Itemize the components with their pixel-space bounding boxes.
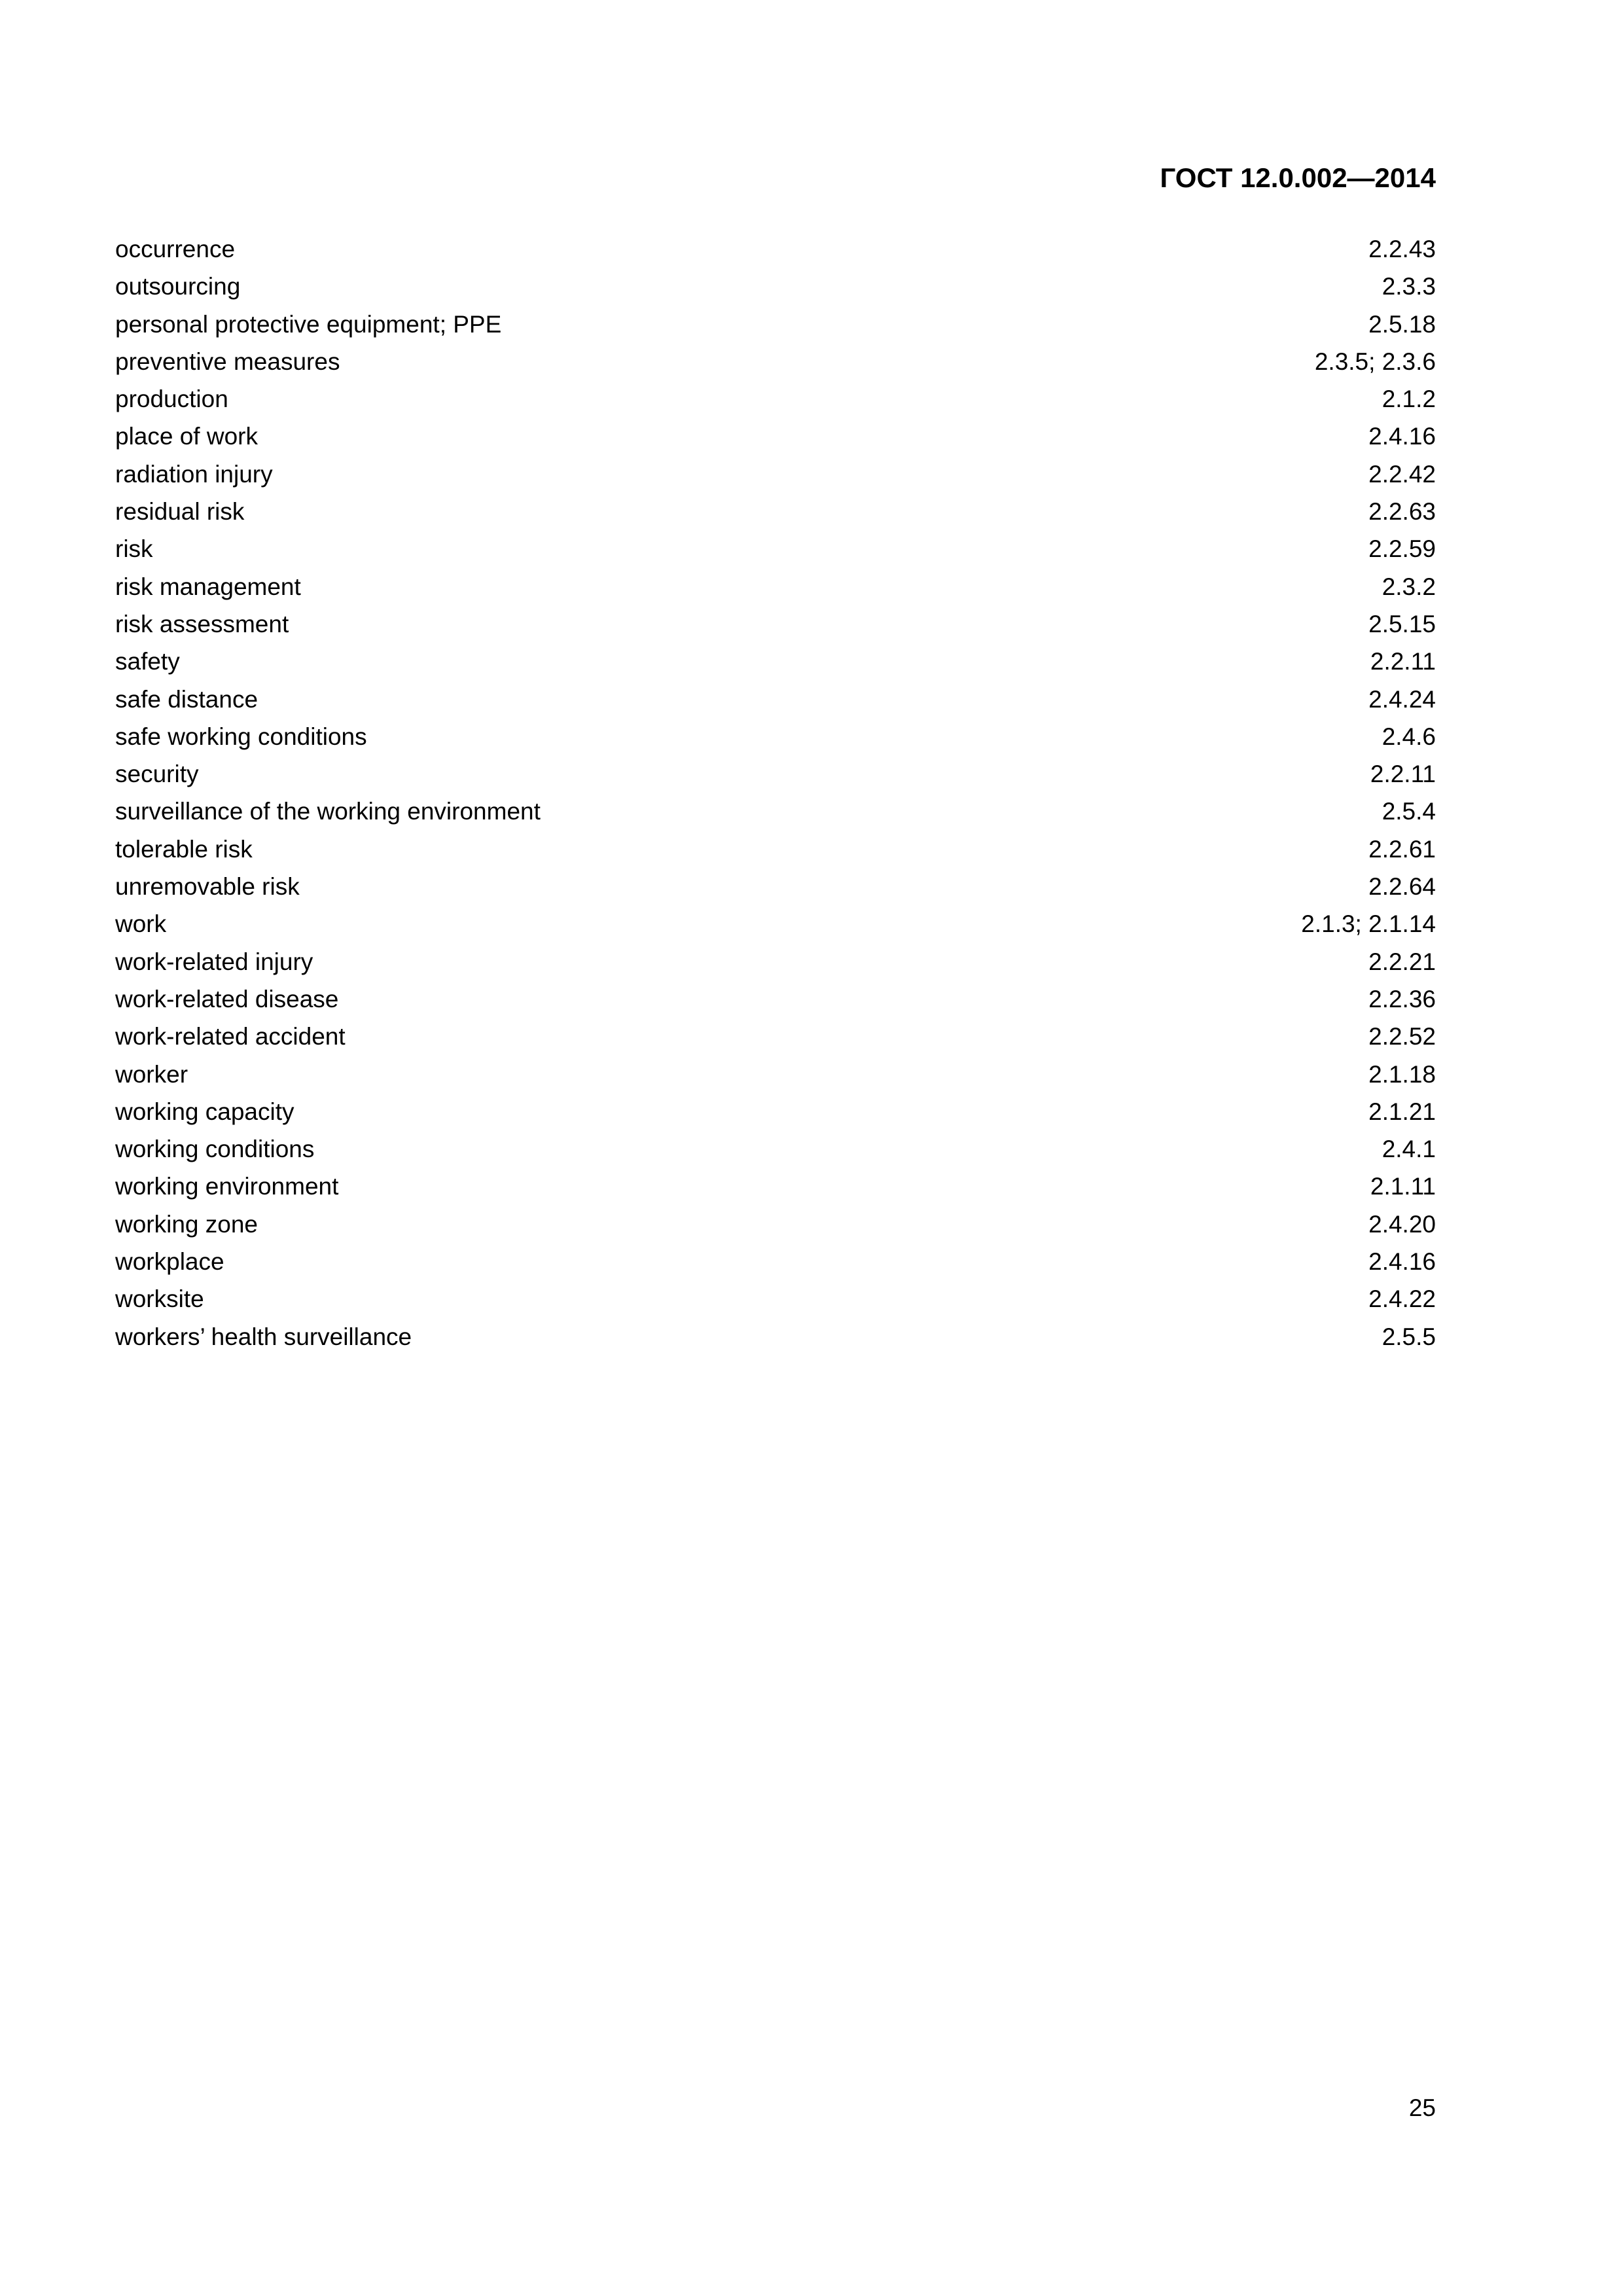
index-reference: 2.4.24 [1368, 685, 1436, 713]
index-entry [115, 905, 1436, 942]
index-entry [115, 605, 1436, 643]
index-reference: 2.4.16 [1368, 1248, 1436, 1276]
index-reference: 2.1.3; 2.1.14 [1301, 910, 1436, 938]
index-term: tolerable risk [115, 835, 253, 863]
index-reference: 2.5.15 [1368, 610, 1436, 637]
index-term: safe distance [115, 685, 259, 713]
index-entry [115, 343, 1436, 380]
index-entry [115, 755, 1436, 793]
index-entry [115, 1206, 1436, 1243]
index-term: occurrence [115, 236, 236, 262]
index-entry [115, 868, 1436, 905]
index-term: working capacity [115, 1098, 294, 1125]
index-entry [115, 1243, 1436, 1280]
index-entry [115, 1056, 1436, 1093]
index-entry [115, 230, 1436, 268]
index-term: risk assessment [115, 610, 289, 637]
index-term: risk [115, 535, 153, 563]
index-entry [115, 1130, 1436, 1168]
index-reference: 2.4.22 [1368, 1285, 1436, 1313]
index-term: risk management [115, 573, 301, 600]
index-reference: 2.2.42 [1368, 460, 1436, 488]
index-entry [115, 306, 1436, 343]
index-term: place of work [115, 423, 258, 450]
index-reference: 2.2.59 [1368, 535, 1436, 563]
index-reference: 2.2.21 [1368, 948, 1436, 975]
index-term: personal protective equipment; PPE [115, 310, 502, 338]
index-reference: 2.4.6 [1382, 723, 1436, 750]
index-reference: 2.5.5 [1382, 1323, 1436, 1350]
index-entry [115, 456, 1436, 493]
index-reference: 2.2.11 [1370, 648, 1436, 675]
index-entry [115, 831, 1436, 868]
index-term: production [115, 386, 228, 413]
index-term: surveillance of the working environment [115, 798, 541, 825]
index-entry [115, 493, 1436, 530]
index-reference: 2.4.16 [1368, 423, 1436, 450]
index-entry [115, 943, 1436, 980]
index-reference: 2.2.63 [1368, 498, 1436, 526]
index-term: working conditions [115, 1136, 315, 1163]
index-reference: 2.1.18 [1368, 1060, 1436, 1088]
index-entry [115, 568, 1436, 605]
index-entry [115, 380, 1436, 418]
standard-code-header: ГОСТ 12.0.002—2014 [1160, 162, 1436, 193]
index-reference: 2.4.20 [1368, 1210, 1436, 1238]
index-reference: 2.5.18 [1368, 310, 1436, 338]
index-reference: 2.3.2 [1382, 573, 1436, 600]
index-term: security [115, 761, 199, 788]
index-reference: 2.2.64 [1368, 873, 1436, 901]
index-entry [115, 1280, 1436, 1318]
index-reference: 2.2.36 [1368, 985, 1436, 1013]
index-entry [115, 1168, 1436, 1205]
index-reference: 2.2.52 [1368, 1023, 1436, 1050]
index-term: workers’ health surveillance [115, 1323, 412, 1350]
index-term: workplace [115, 1248, 224, 1276]
index-term: working zone [115, 1210, 259, 1238]
index-entry [115, 793, 1436, 830]
index-entry [115, 1093, 1436, 1130]
index-entry [115, 1318, 1436, 1355]
index-reference: 2.3.3 [1382, 273, 1436, 300]
index-term: radiation injury [115, 460, 273, 488]
index-term: worksite [115, 1285, 204, 1313]
index-term: unremovable risk [115, 873, 300, 901]
index-term: safe working conditions [115, 723, 367, 750]
index-term: safety [115, 648, 180, 675]
index-entry [115, 530, 1436, 567]
index-reference: 2.2.11 [1370, 761, 1436, 788]
index-reference: 2.5.4 [1382, 798, 1436, 825]
index-reference: 2.4.1 [1382, 1136, 1436, 1163]
index-entry [115, 643, 1436, 680]
index-entry [115, 268, 1436, 305]
index-term: work-related injury [115, 948, 313, 975]
index-term: residual risk [115, 498, 245, 526]
index-term: work [115, 910, 167, 938]
index-entry [115, 681, 1436, 718]
index-entry [115, 1018, 1436, 1055]
index-entry [115, 718, 1436, 755]
index-entry [115, 418, 1436, 455]
page-number: 25 [1408, 2094, 1436, 2121]
index-reference: 2.2.43 [1368, 236, 1436, 262]
term-index-list [115, 230, 1436, 1355]
index-term: working environment [115, 1173, 339, 1200]
index-reference: 2.1.11 [1370, 1173, 1436, 1200]
index-term: worker [115, 1060, 188, 1088]
index-term: work-related accident [115, 1023, 346, 1050]
index-term: preventive measures [115, 348, 340, 375]
index-reference: 2.1.2 [1382, 386, 1436, 413]
index-term: outsourcing [115, 273, 241, 300]
index-reference: 2.3.5; 2.3.6 [1314, 348, 1436, 375]
index-reference: 2.1.21 [1368, 1098, 1436, 1125]
index-reference: 2.2.61 [1368, 835, 1436, 863]
index-term: work-related disease [115, 985, 339, 1013]
index-entry [115, 980, 1436, 1018]
